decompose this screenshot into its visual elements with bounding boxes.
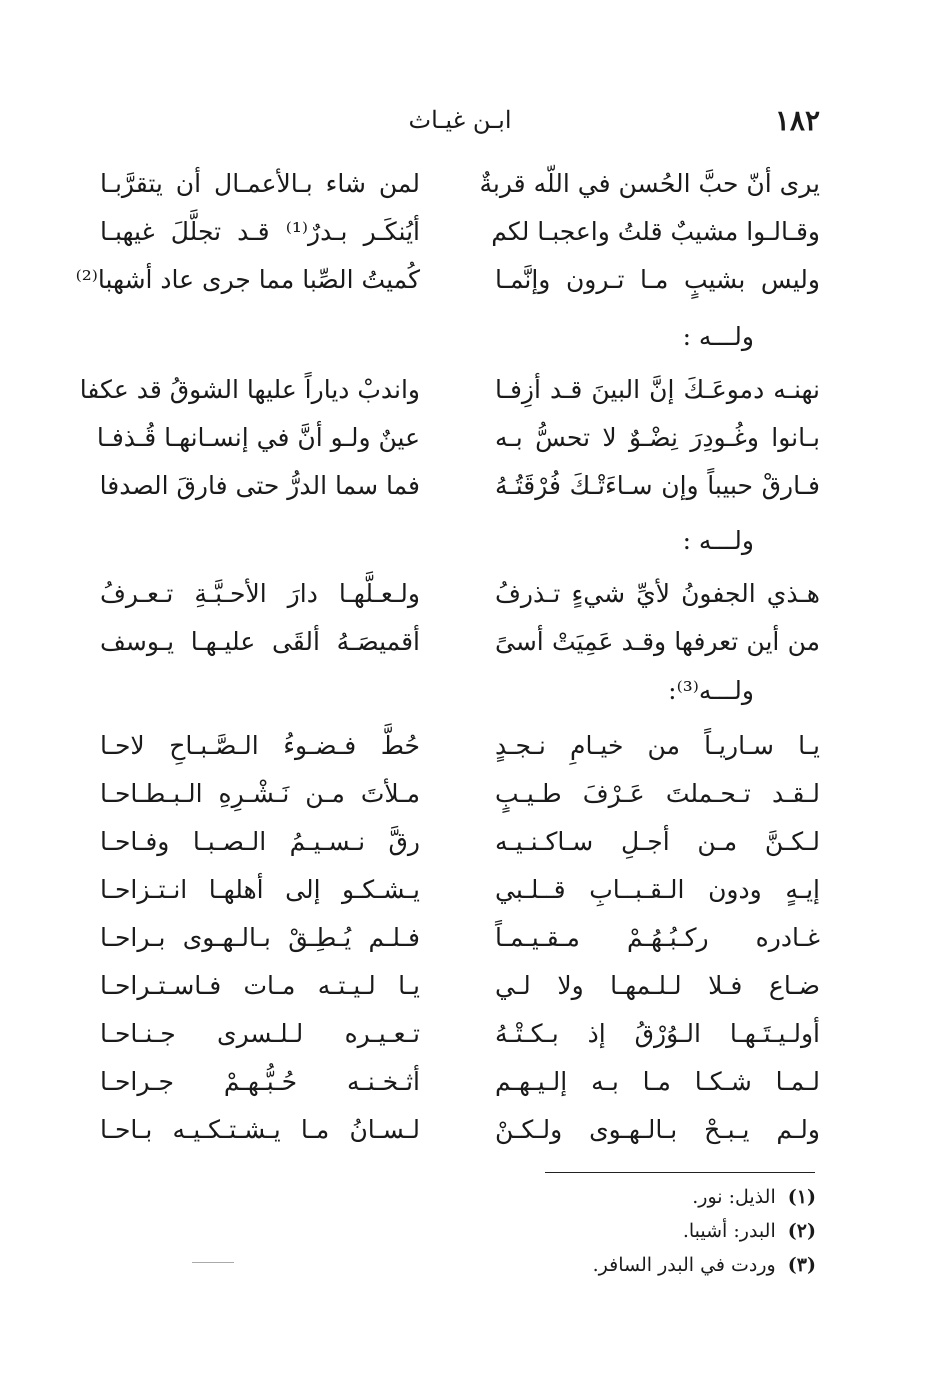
first-hemistich: ولـم يـبـحْ بـالـهـوى ولـكـنْ <box>495 1115 820 1144</box>
verse-line <box>100 722 820 770</box>
footnote-number: (٣) <box>787 1254 816 1276</box>
footnote-number: (٢) <box>787 1220 816 1242</box>
running-head: ابـن غيـاث <box>408 106 512 134</box>
first-hemistich: لـكـنَّ مـن أجـلِ سـاكـنـيـه <box>495 827 820 856</box>
second-hemistich: لمن شاء بـالأعمـال أن يتقرَّبـا <box>100 169 420 198</box>
footnote-text: وردت في البدر السافر. <box>592 1254 776 1276</box>
footnote <box>593 1214 816 1248</box>
first-hemistich: لـقـد تـحـملتَ عَـرْفَ طـيـبٍ <box>495 779 820 808</box>
first-hemistich: وقـالـوا مشيبٌ قلتُ واعجبـا لكم <box>491 217 820 246</box>
first-hemistich: وليس بشيبٍ مـا تـرون وإنَّمـا <box>495 265 820 294</box>
first-hemistich: يـا سـاريـاً من خيـامِ نـجـدٍ <box>495 731 820 760</box>
page-header <box>100 104 820 144</box>
first-hemistich: نهنـه دموعَـكَ إنَّ البينَ قـد أزِفـا <box>495 375 820 404</box>
second-hemistich: يـشـكـو إلى أهلهـا انـتـزاحـا <box>100 875 420 904</box>
second-hemistich: فـلـم يُـطِـقْ بـالـهـوى بـراحـا <box>100 923 420 952</box>
footnote <box>593 1180 816 1214</box>
verse-line <box>100 208 820 256</box>
first-hemistich: بـانوا وغُـودِرَ نِضْـوٌ لا تحسُّ بـه <box>495 423 820 452</box>
verse-line <box>79 366 820 414</box>
first-hemistich: فـارقْ حبيباً وإن سـاءَتْـكَ فُرْقَتُـهُ <box>495 471 820 500</box>
second-hemistich: يـا لـيـتـه مـات فـاسـتـراحـا <box>100 971 420 1000</box>
verse-line <box>100 462 820 510</box>
footnote-number: (١) <box>787 1186 816 1208</box>
verse-line <box>100 818 820 866</box>
second-hemistich: لـسـانُ مـا يـشـتـكـيـه بـاحـا <box>100 1115 420 1144</box>
second-hemistich: فما سما الدرُّ حتى فارقَ الصدفا <box>99 471 420 500</box>
first-hemistich: من أين تعرفها وقـد عَمِيَتْ أسىً <box>495 627 820 656</box>
first-hemistich: لـمـا شـكـا مـا بـه إلـيـهـم <box>495 1067 820 1096</box>
verse-line <box>100 1010 820 1058</box>
verse-line <box>100 962 820 1010</box>
verse-line <box>100 160 820 208</box>
section-label: ولـــه : <box>682 526 754 555</box>
page-number: ١٨٢ <box>774 104 820 137</box>
verse-line <box>100 1058 820 1106</box>
verse-line <box>100 570 820 618</box>
stray-print-mark <box>192 1262 234 1263</box>
verse-line <box>100 770 820 818</box>
second-hemistich: عينٌ ولـو أنَّ في إنسـانهـا قُـذفـا <box>96 423 420 452</box>
verse-line <box>100 866 820 914</box>
footnote-text: الذيل: نور. <box>692 1186 776 1208</box>
first-hemistich: ضـاع فـلا لـلـمهـا ولا لـي <box>495 971 820 1000</box>
second-hemistich: ولـعـلَّهـا دارَ الأحـبَّـةِ تـعـرفُ <box>100 579 420 608</box>
first-hemistich: أولـيـتَـهـا الـوُرْقُ إذ بـكـتْـهُ <box>495 1019 820 1048</box>
second-hemistich: مـلأتَ مـن نَـشْـرِهِ الـبـطـاحـا <box>100 779 420 808</box>
verse-line <box>100 618 820 666</box>
first-hemistich: غـادره ركـبُـهُـمْ مـقـيـمـاً <box>495 923 820 952</box>
second-hemistich: واندبْ دياراً عليها الشوقُ قد عكفا <box>79 375 420 404</box>
poem-3 <box>100 570 820 666</box>
second-hemistich: حُطَّ فـضـوءُ الـصَّـبـاحِ لاحـا <box>100 731 420 760</box>
section-label: ولـــه⁽³⁾: <box>668 676 754 705</box>
first-hemistich: إيـهٍ ودون الـقـبــابِ قــلـبي <box>495 875 820 904</box>
section-label: ولـــه : <box>682 322 754 351</box>
footnotes <box>593 1180 816 1282</box>
footnote <box>593 1248 816 1282</box>
second-hemistich: أثـخـنـه حُـبُّـهـمْ جـراحـا <box>100 1067 420 1096</box>
verse-line <box>100 1106 820 1154</box>
second-hemistich: تـعـيـره لـلـسرى جـنـاحـا <box>100 1019 420 1048</box>
verse-line <box>100 914 820 962</box>
second-hemistich: أيُنكَـر بـدرٌ⁽¹⁾ قـد تجلَّلَ غيهبـا <box>100 217 421 246</box>
poem-1 <box>75 160 820 304</box>
poem-4 <box>100 722 820 1154</box>
second-hemistich: أقميصَـهُ ألقَى عليـهـا يـوسف <box>100 627 420 656</box>
second-hemistich: كُميتُ الصِّبا مما جرى عاد أشهبا⁽²⁾ <box>75 265 420 294</box>
verse-line <box>96 414 820 462</box>
verse-line <box>75 256 820 304</box>
footnote-divider <box>545 1172 815 1173</box>
first-hemistich: هـذي الجفونُ لأيِّ شيءٍ تـذرفُ <box>495 579 820 608</box>
footnote-text: البدر: أشيبا. <box>682 1220 776 1242</box>
second-hemistich: رقَّ نـسـيـمُ الـصـبـا وفـاحـا <box>100 827 420 856</box>
poem-2 <box>79 366 820 510</box>
first-hemistich: يرى أنّ حبَّ الحُسن في اللّه قربةٌ <box>479 169 820 198</box>
